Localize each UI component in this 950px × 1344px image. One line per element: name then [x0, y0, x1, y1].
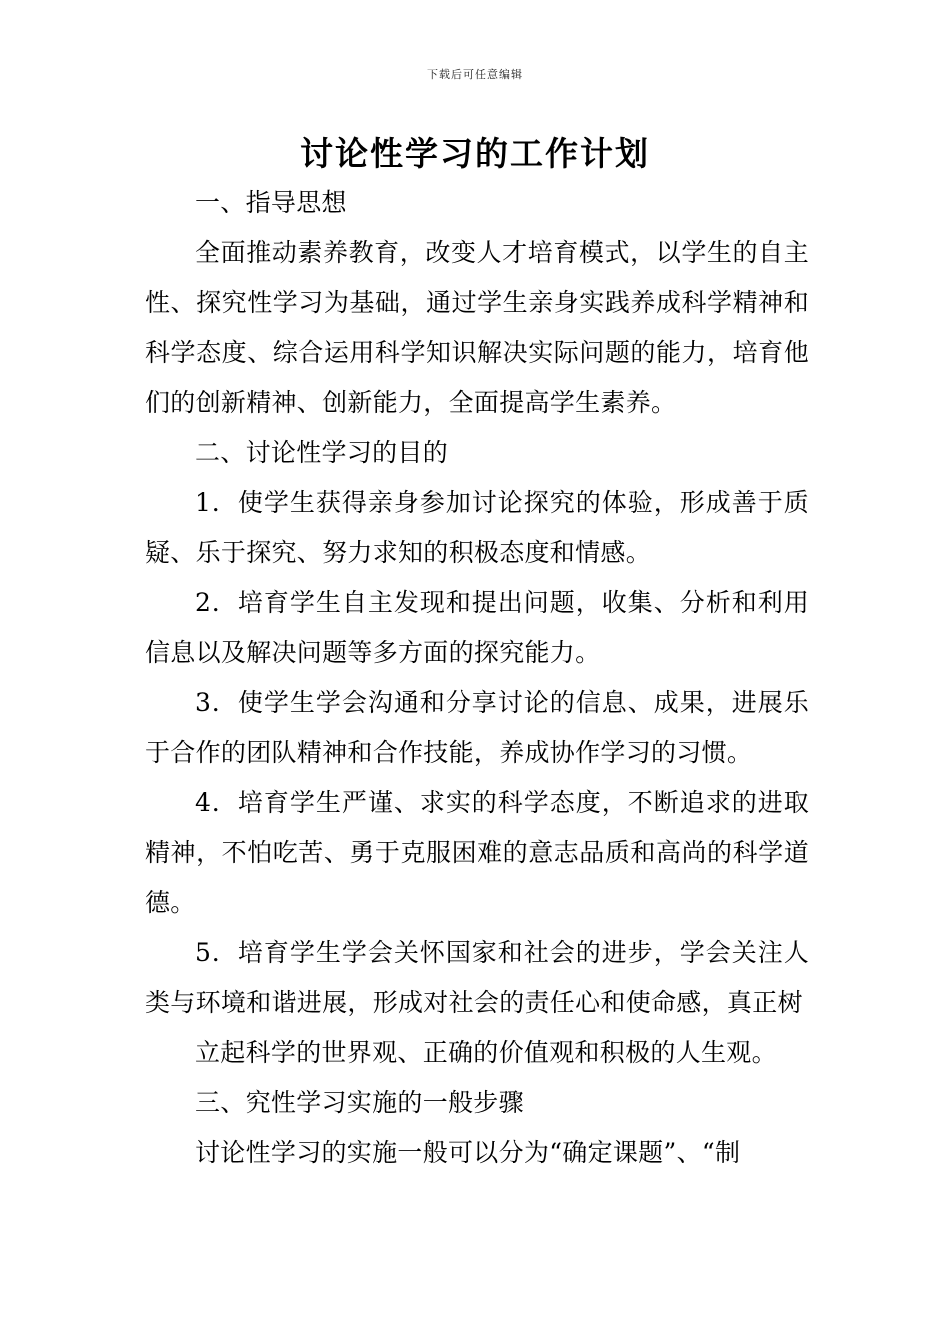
- header-note: 下载后可任意编辑: [427, 68, 523, 81]
- list-item-purpose-1: 1．使学生获得亲身参加讨论探究的体验，形成善于质疑、乐于探究、努力求知的积极态度和情感。: [145, 488, 809, 567]
- section-heading-guiding-thought: 一、指导思想: [195, 188, 347, 217]
- list-item-purpose-5: 5．培育学生学会关怀国家和社会的进步，学会关注人类与环境和谐进展，形成对社会的责任心和使命感，真正树: [145, 938, 809, 1017]
- list-item-purpose-2: 2．培育学生自主发现和提出问题，收集、分析和利用信息以及解决问题等多方面的探究能力。: [145, 588, 809, 667]
- document-title: 讨论性学习的工作计划: [300, 134, 650, 173]
- paragraph-steps-intro: 讨论性学习的实施一般可以分为“确定课题”、“制: [195, 1138, 741, 1167]
- list-item-purpose-3: 3．使学生学会沟通和分享讨论的信息、成果，进展乐于合作的团队精神和合作技能，养成协作学习的习惯。: [145, 688, 809, 767]
- paragraph-continuation: 立起科学的世界观、正确的价值观和积极的人生观。: [195, 1038, 777, 1067]
- section-heading-steps: 三、究性学习实施的一般步骤: [195, 1088, 524, 1117]
- section-heading-purpose: 二、讨论性学习的目的: [195, 438, 449, 467]
- paragraph-guiding-thought: 全面推动素养教育，改变人才培育模式，以学生的自主性、探究性学习为基础，通过学生亲身实践养成科学精神和科学态度、综合运用科学知识解决实际问题的能力，培育他们的创新精神、创新能力，全面提高学生素养。: [145, 238, 809, 417]
- list-item-purpose-4: 4．培育学生严谨、求实的科学态度，不断追求的进取精神，不怕吃苦、勇于克服困难的意志品质和高尚的科学道德。: [145, 788, 809, 917]
- document-body: [145, 178, 809, 1178]
